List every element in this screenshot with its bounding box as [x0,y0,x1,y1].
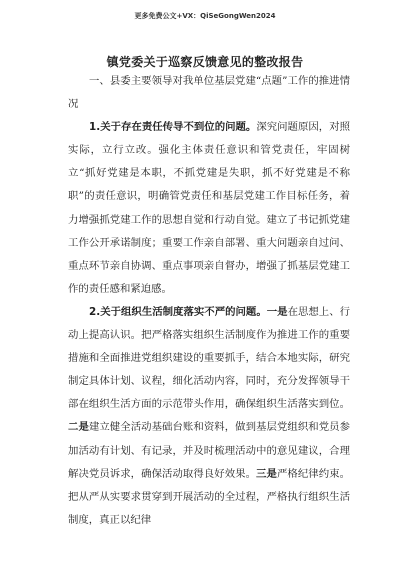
item-2-body-1: 在思想上、行动上提高认识。把严格落实组织生活制度作为推进工作的重要措施和全面推进党组织建设的重要抓手，结合本地实际，研究制定具体计划、议程，细化活动内容，同时，充分发挥领导干部在组织生活方面的示范带头作用，确保组织生活落实到位。 [68,305,351,411]
paragraph-item-2 [68,301,350,532]
item-2-body-3: 严格纪律约束。把从严从实要求贯穿到开展活动的全过程，严格执行组织生活制度，真正以纪律 [68,467,351,526]
item-2-lead-3: 三是 [256,467,277,480]
document-title: 镇党委关于巡察反馈意见的整改报告 [106,55,304,69]
top-banner: 更多免费公文+VX：QiSeGongWen2024 [134,12,276,20]
paragraph-item-1 [68,116,350,301]
item-2-lead-2: 二是 [68,421,89,434]
item-1-body: 深究问题原因，对照实际，立行立改。强化主体责任意识和管党责任，牢固树立“抓好党建是本职，不抓党建是失职，抓不好党建是不称职”的责任意识，明确管党责任和基层党建工作目标任务，着力增强抓党建工作的思想自觉和行动自觉。建立了书记抓党建工作公开承诺制度；重要工作亲自部署、重大问题亲自过问、重点环节亲自协调、重点事项亲自督办，增强了抓基层党建工作的责任感和紧迫感。 [68,121,350,295]
item-2-lead-1: 一是 [266,305,288,318]
document-body [68,70,350,532]
section-heading: 一、县委主要领导对我单位基层党建“点题”工作的推进情况 [68,75,350,111]
item-2-heading: 2.关于组织生活制度落实不严的问题。 [89,305,267,318]
item-2-body-2: 建立健全活动基础台账和资料，做到基层党组织和党员参加活动有计划、有记录，并及时梳理活动中的意见建议，合理解决党员诉求，确保活动取得良好效果。 [68,421,351,480]
item-1-heading: 1.关于存在责任传导不到位的问题。 [89,121,257,134]
